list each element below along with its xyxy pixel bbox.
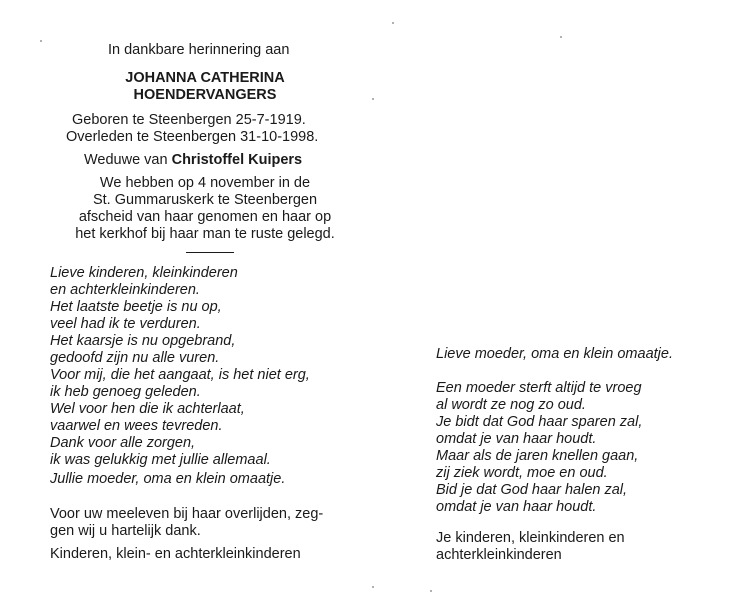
scan-speck [560,36,562,38]
left-poem-line: gedoofd zijn nu alle vuren. [50,350,220,366]
right-poem-line: zij ziek wordt, moe en oud. [436,465,608,481]
widow-line [84,152,302,169]
born-line: Geboren te Steenbergen 25-7-1919. [72,112,306,128]
left-poem-line: vaarwel en wees tevreden. [50,418,223,434]
thanks-line-2: gen wij u hartelijk dank. [50,523,201,539]
deceased-name-line-1: JOHANNA CATHERINA [125,70,285,86]
family-line: Kinderen, klein- en achterkleinkinderen [50,546,301,562]
left-poem [50,265,310,469]
right-poem-line: omdat je van haar houdt. [436,499,597,515]
deceased-name-line-2: HOENDERVANGERS [133,87,277,103]
left-poem-line: Het kaarsje is nu opgebrand, [50,333,236,349]
scan-speck [372,98,374,100]
right-poem-line: Maar als de jaren knellen gaan, [436,448,639,464]
widow-prefix: Weduwe van [84,152,168,168]
right-poem [436,380,642,516]
right-poem-line: Een moeder sterft altijd te vroeg [436,380,642,396]
separator-line [186,252,234,253]
funeral-line-4: het kerkhof bij haar man te ruste gelegd. [75,226,335,242]
left-poem-line: en achterkleinkinderen. [50,282,200,298]
funeral-line-2: St. Gummaruskerk te Steenbergen [92,192,318,208]
left-poem-line: ik heb genoeg geleden. [50,384,201,400]
right-poem-line: al wordt ze nog zo oud. [436,397,586,413]
right-poem-line: Je bidt dat God haar sparen zal, [436,414,643,430]
left-poem-line: Dank voor alle zorgen, [50,435,196,451]
right-closing-line-1: Je kinderen, kleinkinderen en [436,530,625,546]
scan-speck [40,40,42,42]
scan-speck [430,590,432,592]
thanks-line-1: Voor uw meeleven bij haar overlijden, zeg- [50,506,324,522]
right-poem-line: omdat je van haar houdt. [436,431,597,447]
left-poem-line: Het laatste beetje is nu op, [50,299,222,315]
left-poem-line: Lieve kinderen, kleinkinderen [50,265,238,281]
left-poem-line: ik was gelukkig met jullie allemaal. [50,452,271,468]
left-poem-line: Voor mij, die het aangaat, is het niet erg, [50,367,310,383]
left-signature: Jullie moeder, oma en klein omaatje. [50,471,286,487]
right-poem-line: Bid je dat God haar halen zal, [436,482,628,498]
thanks-text [50,506,323,540]
left-poem-line: veel had ik te verduren. [50,316,201,332]
left-poem-line: Wel voor hen die ik achterlaat, [50,401,245,417]
right-salutation: Lieve moeder, oma en klein omaatje. [436,346,673,362]
died-line: Overleden te Steenbergen 31-10-1998. [66,129,319,145]
funeral-text [45,175,365,243]
scan-speck [392,22,394,24]
funeral-line-1: We hebben op 4 november in de [99,175,311,191]
right-closing-line-2: achterkleinkinderen [436,547,562,563]
deceased-name [90,70,320,104]
intro-line: In dankbare herinnering aan [108,42,290,58]
right-closing [436,530,625,564]
scan-speck [372,586,374,588]
widow-name: Christoffel Kuipers [171,152,303,168]
funeral-line-3: afscheid van haar genomen en haar op [78,209,332,225]
